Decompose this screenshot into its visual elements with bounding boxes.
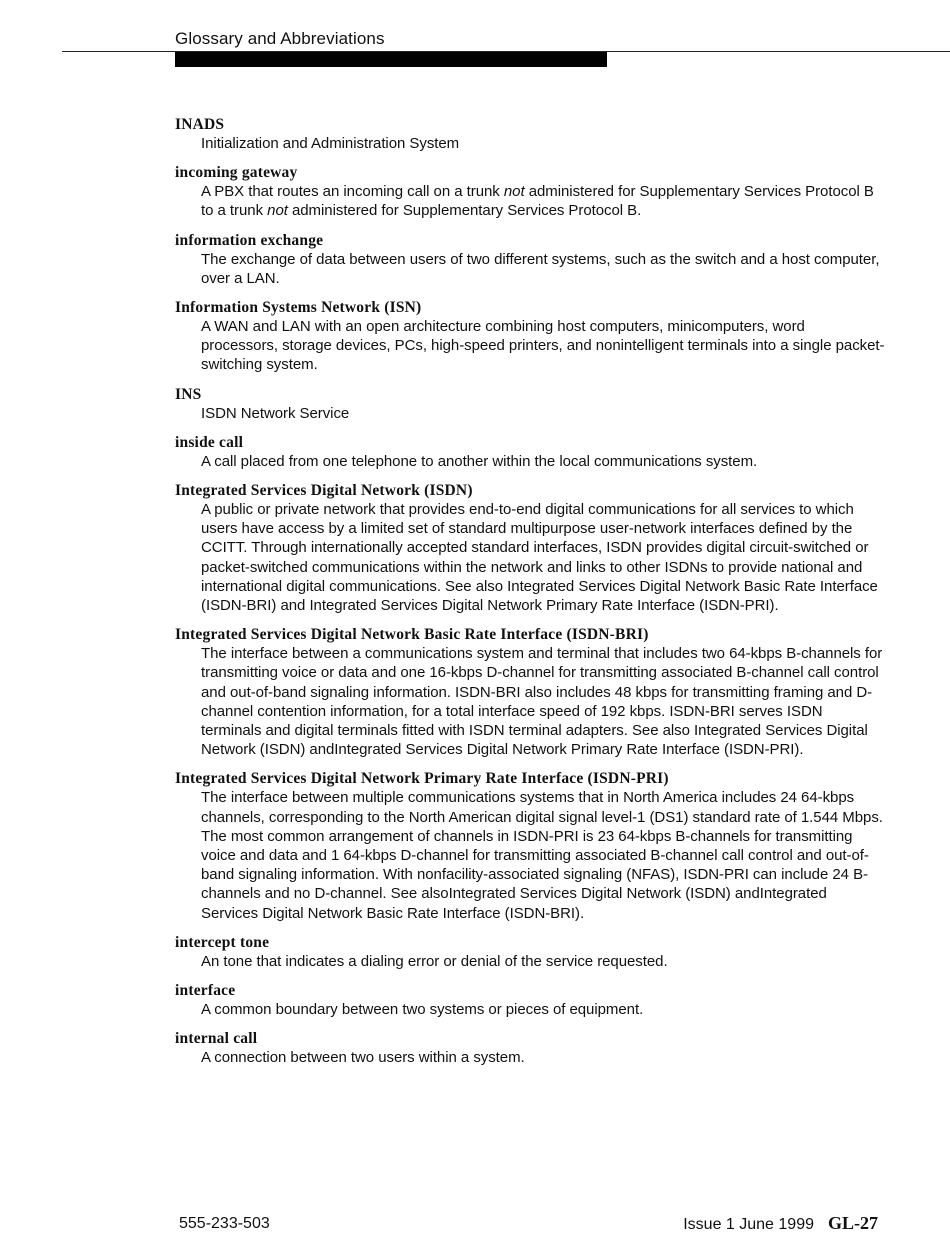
definition-emphasis: not	[267, 202, 288, 220]
glossary-term: INS	[175, 385, 202, 403]
glossary-definition	[201, 134, 885, 153]
definition-text: A public or private network that provides end-to-end digital communications for all services to which users have access by a limited set of standard multipurpose user-network interfaces defined by the CCITT. Through internationally accepted standard interfaces, ISDN provides digital circuit-switched or packet-switched communications within the network and links to other ISDNs to provide national and international digital communications. See also Integrated Services Digital Network Basic Rate Interface (ISDN-BRI) and Integrated Services Digital Network Primary Rate Interface (ISDN-PRI).	[201, 501, 878, 615]
issue-date: Issue 1 June 1999	[683, 1216, 814, 1233]
glossary-term: Information Systems Network (ISN)	[175, 299, 422, 317]
running-header-title: Glossary and Abbreviations	[175, 29, 385, 48]
glossary-term: Integrated Services Digital Network Basic Rate Interface (ISDN-BRI)	[175, 626, 649, 644]
glossary-entry	[175, 385, 885, 423]
glossary-term: incoming gateway	[175, 164, 298, 182]
glossary-definition	[201, 250, 885, 288]
definition-text: A PBX that routes an incoming call on a trunk	[201, 183, 504, 201]
definition-text: ISDN Network Service	[201, 404, 350, 422]
header-bar	[175, 52, 607, 67]
definition-text: administered for Supplementary Services Protocol B to a trunk	[201, 183, 874, 220]
glossary-term: interface	[175, 982, 236, 1000]
glossary-entry	[175, 481, 885, 615]
footer-issue-page	[683, 1213, 878, 1234]
glossary-definition	[201, 1000, 885, 1019]
definition-text: Initialization and Administration System	[201, 135, 460, 152]
glossary-term: Integrated Services Digital Network Primary Rate Interface (ISDN-PRI)	[175, 770, 669, 788]
glossary-entry	[175, 933, 885, 971]
glossary-entry	[175, 433, 885, 471]
glossary-definition	[201, 452, 885, 471]
glossary-entry	[175, 1029, 885, 1067]
definition-text: A call placed from one telephone to another within the local communications system.	[201, 452, 758, 470]
glossary-term: intercept tone	[175, 933, 270, 951]
glossary-entry	[175, 298, 885, 375]
definition-text: The exchange of data between users of two different systems, such as the switch and a host computer, over a LAN.	[201, 250, 880, 287]
definition-text: A WAN and LAN with an open architecture combining host computers, minicomputers, word processors, storage devices, PCs, high-speed printers, and nonintelligent terminals into a single packet-switching system.	[201, 318, 885, 374]
glossary-definition	[201, 404, 885, 423]
glossary-definition	[201, 788, 885, 922]
definition-text: The interface between multiple communications systems that in North America includes 24 64-kbps channels, corresponding to the North American digital signal level-1 (DS1) standard rate of 1.544 Mbps. The most common arrangement of channels in ISDN-PRI is 23 64-kbps B-channels for transmitting voice and data and 1 64-kbps D-channel for transmitting associated B-channel call control and out-of-band signaling information. With nonfacility-associated signaling (NFAS), ISDN-PRI can include 24 B-channels and no D-channel. See alsoIntegrated Services Digital Network (ISDN) andIntegrated Services Digital Network Basic Rate Interface (ISDN-BRI).	[201, 789, 883, 922]
glossary-entry	[175, 115, 885, 153]
glossary-term: inside call	[175, 433, 244, 451]
definition-text: A common boundary between two systems or pieces of equipment.	[201, 1001, 644, 1019]
glossary-term: internal call	[175, 1030, 258, 1048]
definition-text: A connection between two users within a system.	[201, 1049, 525, 1067]
glossary-term: information exchange	[175, 231, 324, 249]
glossary-definition	[201, 500, 885, 615]
glossary-definition	[201, 952, 885, 971]
glossary-definition	[201, 182, 885, 220]
glossary-term: Integrated Services Digital Network (ISDN)	[175, 482, 473, 500]
glossary-entry	[175, 163, 885, 220]
definition-text: An tone that indicates a dialing error or denial of the service requested.	[201, 952, 668, 970]
glossary-definition	[201, 317, 885, 375]
glossary-entry	[175, 769, 885, 922]
glossary-definition	[201, 644, 885, 759]
glossary-entry	[175, 231, 885, 288]
glossary-definition	[201, 1048, 885, 1067]
definition-emphasis: not	[503, 183, 525, 201]
definition-text: administered for Supplementary Services Protocol B.	[287, 202, 642, 220]
glossary-entry	[175, 981, 885, 1019]
glossary-term: INADS	[175, 116, 225, 133]
document-number: 555-233-503	[179, 1215, 270, 1232]
glossary-entries	[175, 115, 885, 1078]
definition-text: The interface between a communications system and terminal that includes two 64-kbps B-channels for transmitting voice or data and one 16-kbps D-channel for transmitting associated B-channel call control and out-of-band signaling information. ISDN-BRI also includes 48 kbps for transmitting framing and D-channel contention information, for a total interface speed of 192 kbps. ISDN-BRI serves ISDN terminals and digital terminals fitted with ISDN terminal adapters. See also Integrated Services Digital Network (ISDN) andIntegrated Services Digital Network Primary Rate Interface (ISDN-PRI).	[201, 645, 883, 759]
page-number: GL-27	[827, 1213, 878, 1233]
glossary-entry	[175, 625, 885, 759]
